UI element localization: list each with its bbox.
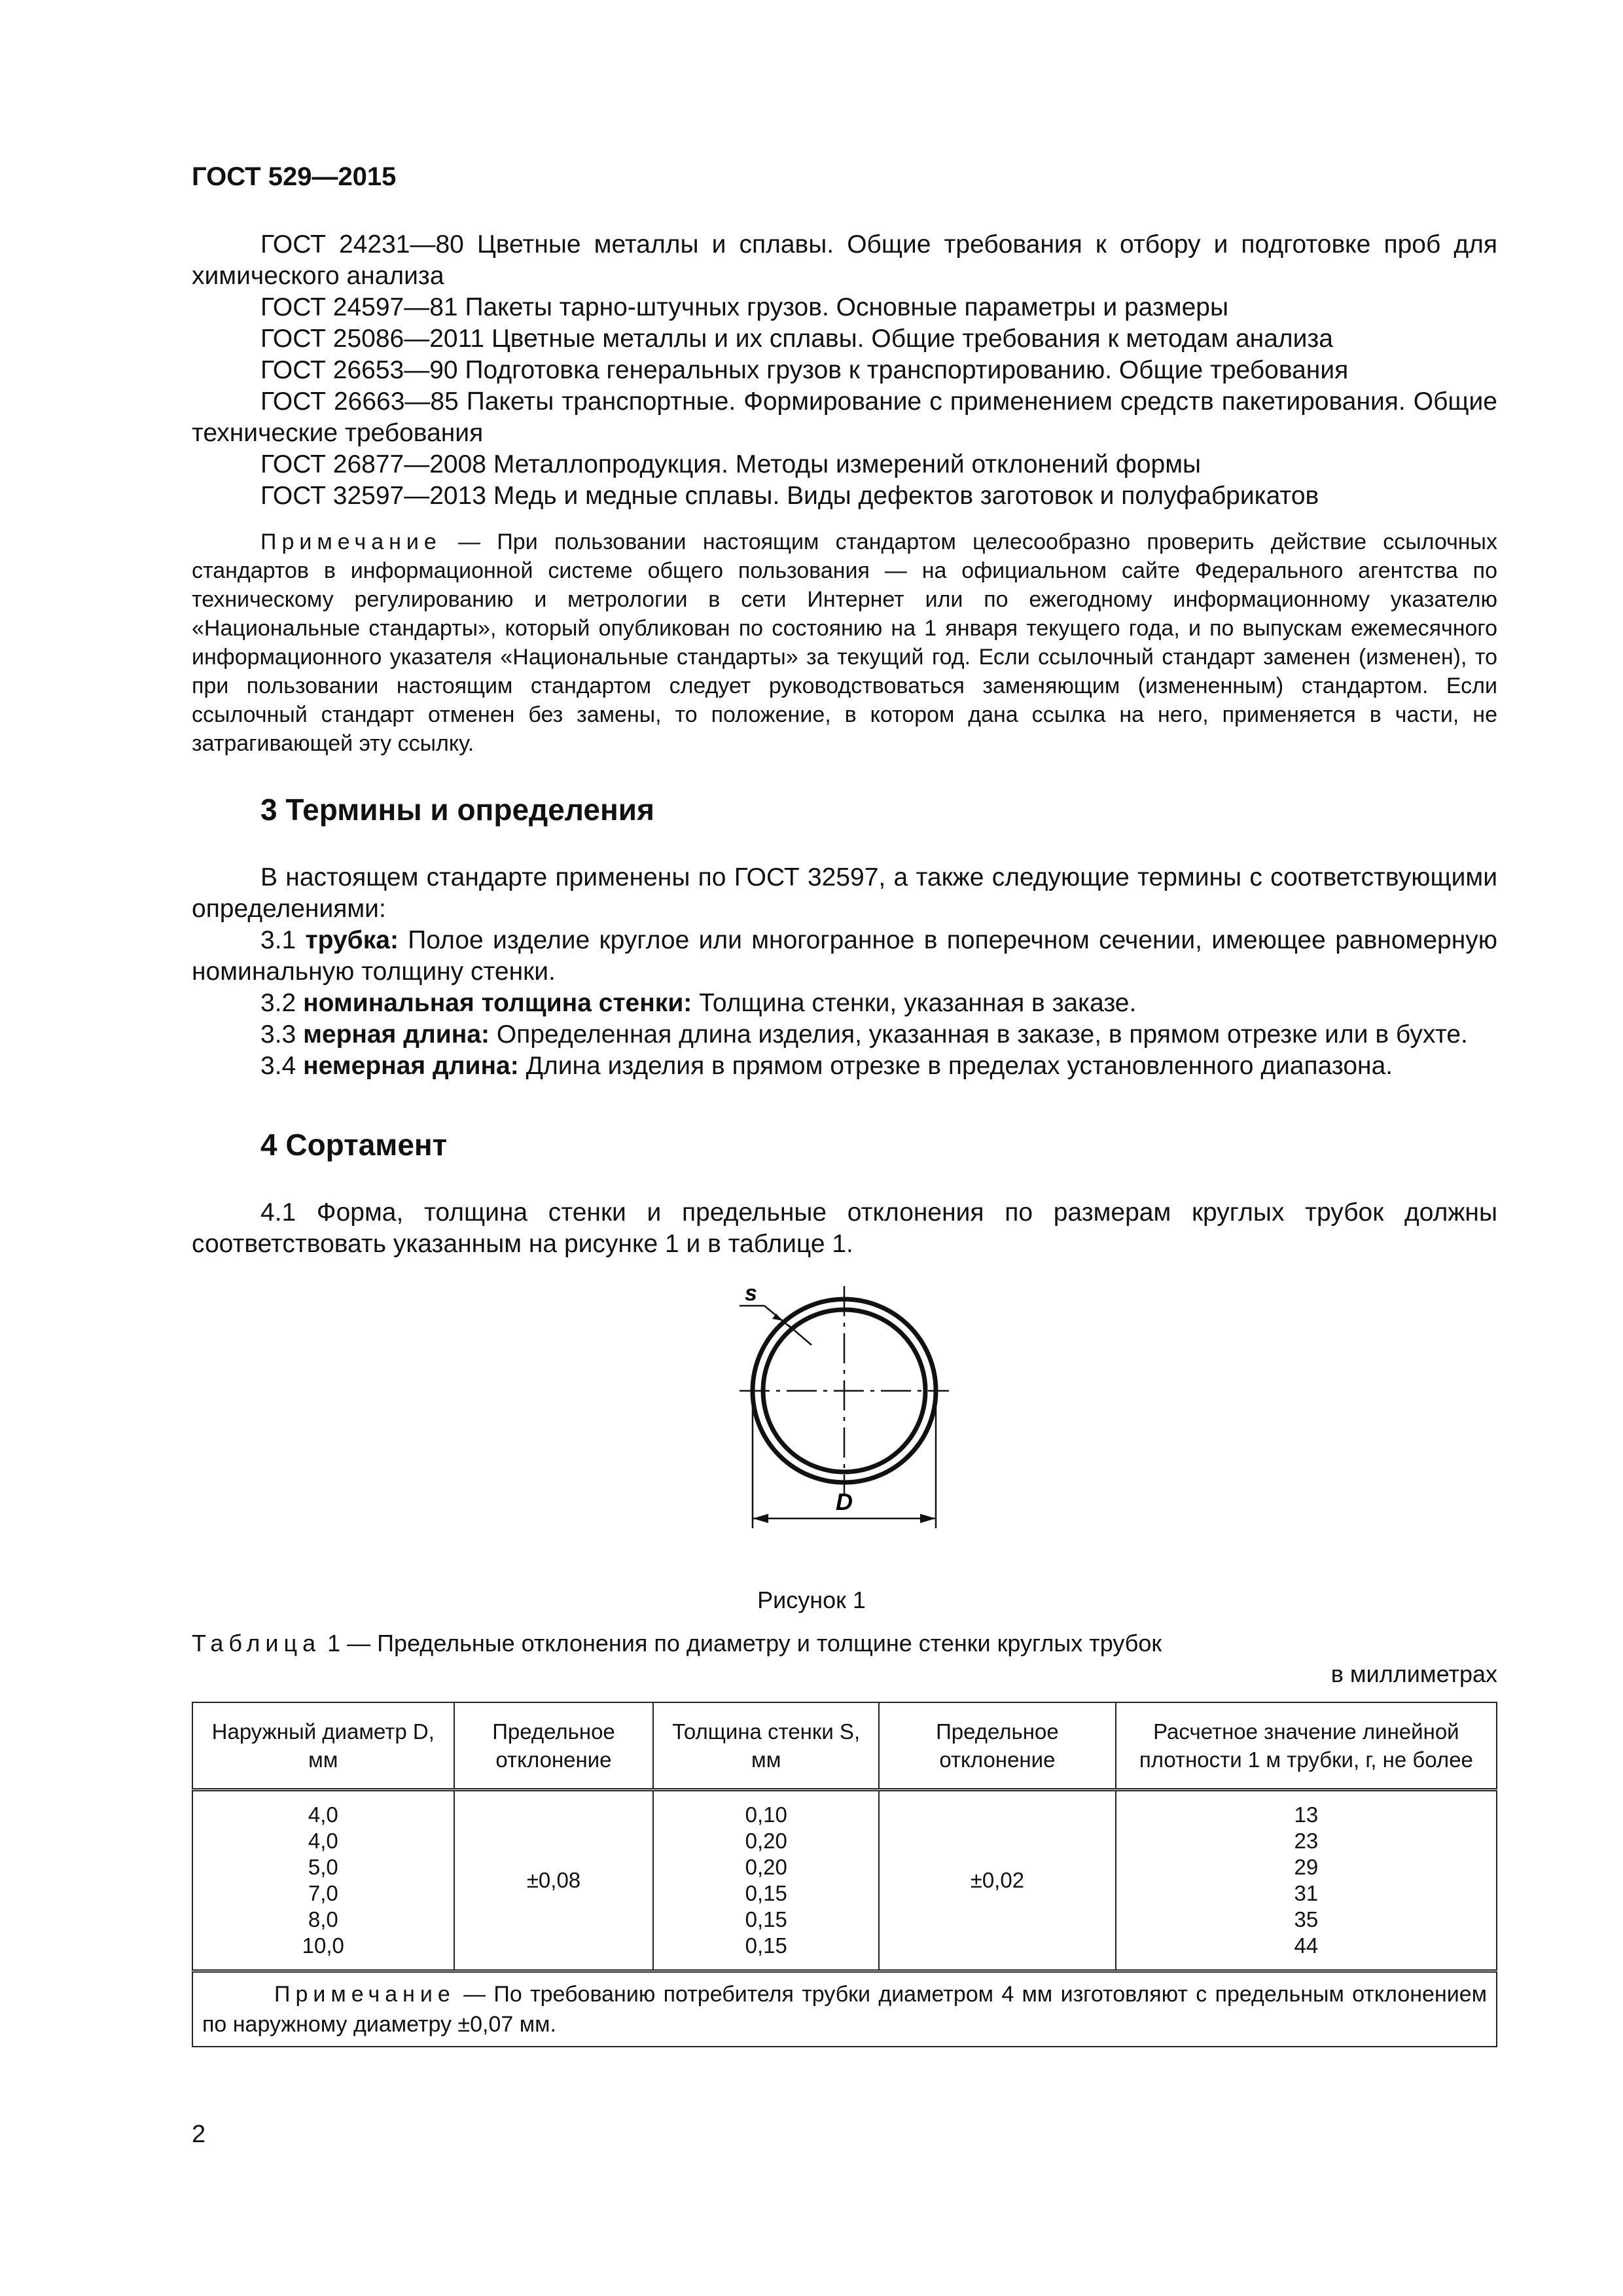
reference-item: ГОСТ 26877—2008 Металлопродукция. Методы измерений отклонений формы	[260, 450, 1202, 478]
table-1	[192, 1702, 1497, 2047]
term-item: 3.2 номинальная толщина стенки: Толщина стенки, указанная в заказе.	[260, 989, 1137, 1017]
note-dash: —	[441, 529, 497, 554]
diameter-tolerance-value: ±0,08	[454, 1790, 654, 1971]
reference-item: ГОСТ 24231—80 Цветные металлы и сплавы. Общие требования к отбору и подготовке проб для химического анализа	[192, 230, 1497, 290]
document-header-code: ГОСТ 529—2015	[192, 162, 397, 191]
header-diameter-tolerance: Предельное отклонение	[454, 1702, 654, 1790]
wall-value: 0,15	[745, 1907, 787, 1931]
diameter-value: 10,0	[302, 1933, 344, 1958]
density-column	[1116, 1790, 1497, 1971]
density-value: 23	[1294, 1829, 1319, 1853]
density-value: 35	[1294, 1907, 1319, 1931]
density-value: 29	[1294, 1855, 1319, 1879]
reference-item: ГОСТ 24597—81 Пакеты тарно-штучных грузов. Основные параметры и размеры	[260, 293, 1228, 321]
header-wall-thickness: Толщина стенки S, мм	[653, 1702, 879, 1790]
section-4-paragraph: 4.1 Форма, толщина стенки и предельные отклонения по размерам круглых трубок должны соответствовать указанным на рисунке 1 и в таблице 1.	[192, 1198, 1497, 1258]
diameter-value: 5,0	[308, 1855, 338, 1879]
section-4-title: 4 Сортамент	[260, 1128, 448, 1162]
table-caption-label: Таблица	[192, 1630, 321, 1657]
table-note-text: — По требованию потребителя трубки диаметром 4 мм изготовляют с предельным отклонением по наружному диаметру ±0,07 мм.	[202, 1982, 1487, 2037]
term-item: 3.1 трубка: Полое изделие круглое или многогранное в поперечном сечении, имеющее равномерную номинальную толщину стенки.	[192, 926, 1497, 986]
wall-value: 0,20	[745, 1829, 787, 1853]
dimension-label-s: s	[745, 1281, 757, 1306]
section-4-body	[192, 1197, 1497, 1260]
dimension-label-d: D	[836, 1488, 853, 1515]
page-number: 2	[192, 2121, 206, 2148]
leader-line-s-inner	[789, 1325, 812, 1345]
references-list	[192, 229, 1497, 512]
wall-value: 0,20	[745, 1855, 787, 1879]
wall-value: 0,15	[745, 1933, 787, 1958]
wall-value: 0,10	[745, 1803, 787, 1827]
wall-column	[653, 1790, 879, 1971]
term-name: мерная длина:	[303, 1020, 490, 1049]
term-name: номинальная толщина стенки:	[303, 989, 692, 1017]
density-value: 31	[1294, 1881, 1319, 1905]
table-caption-text: 1 — Предельные отклонения по диаметру и толщине стенки круглых трубок	[321, 1630, 1162, 1657]
density-value: 13	[1294, 1803, 1319, 1827]
arrowhead-s-icon	[772, 1314, 783, 1321]
wall-tolerance-value: ±0,02	[879, 1790, 1116, 1971]
term-definition: Полое изделие круглое или многогранное в поперечном сечении, имеющее равномерную номинальную толщину стенки.	[192, 926, 1497, 986]
table-note	[192, 1971, 1497, 2047]
diameter-column	[192, 1790, 454, 1971]
table-header-row	[192, 1702, 1497, 1790]
section-3-title: 3 Термины и определения	[260, 793, 654, 827]
header-linear-density: Расчетное значение линейной плотности 1 м трубки, г, не более	[1116, 1702, 1497, 1790]
table-1-units: в миллиметрах	[1330, 1660, 1497, 1687]
arrowhead-right-icon	[920, 1514, 936, 1523]
term-definition: Определенная длина изделия, указанная в заказе, в прямом отрезке или в бухте.	[490, 1020, 1468, 1049]
reference-item: ГОСТ 26653—90 Подготовка генеральных грузов к транспортированию. Общие требования	[260, 356, 1349, 384]
references-note	[192, 528, 1497, 758]
term-item: 3.4 немерная длина: Длина изделия в прямом отрезке в пределах установленного диапазона.	[260, 1052, 1393, 1080]
table-1-caption	[192, 1630, 1162, 1657]
diameter-value: 8,0	[308, 1907, 338, 1931]
term-name: немерная длина:	[303, 1052, 519, 1080]
note-label: Примечание	[260, 529, 442, 554]
term-name: трубка:	[305, 926, 399, 954]
table-note-label: Примечание	[274, 1982, 455, 2007]
term-item: 3.3 мерная длина: Определенная длина изделия, указанная в заказе, в прямом отрезке или в бухте.	[260, 1020, 1468, 1049]
wall-value: 0,15	[745, 1881, 787, 1905]
figure-1-tube-cross-section	[713, 1280, 975, 1541]
figure-1-caption: Рисунок 1	[757, 1587, 866, 1613]
note-text: При пользовании настоящим стандартом целесообразно проверить действие ссылочных стандартов в информационной системе общего пользования — на официальном сайте Федерального агентства по техническому регулированию и метрологии в сети Интернет или по ежегодному информационному указателю «Национальные стандарты», который опубликован по состоянию на 1 января текущего года, и по выпускам ежемесячного информационного указателя «Национальные стандарты» за текущий год. Если ссылочный стандарт заменен (изменен), то при пользовании настоящим стандартом следует руководствоваться заменяющим (измененным) стандартом. Если ссылочный стандарт отменен без замены, то положение, в котором дана ссылка на него, применяется в части, не затрагивающей эту ссылку.	[192, 529, 1497, 756]
diameter-value: 4,0	[308, 1803, 338, 1827]
reference-item: ГОСТ 25086—2011 Цветные металлы и их сплавы. Общие требования к методам анализа	[260, 325, 1333, 353]
section-3-intro: В настоящем стандарте применены по ГОСТ 32597, а также следующие термины с соответствующими определениями:	[192, 863, 1497, 923]
header-outer-diameter: Наружный диаметр D, мм	[192, 1702, 454, 1790]
diameter-value: 4,0	[308, 1829, 338, 1853]
table-data-row	[192, 1790, 1497, 1971]
term-definition: Толщина стенки, указанная в заказе.	[692, 989, 1137, 1017]
header-wall-tolerance: Предельное отклонение	[879, 1702, 1116, 1790]
term-definition: Длина изделия в прямом отрезке в пределах установленного диапазона.	[518, 1052, 1393, 1080]
section-3-body	[192, 862, 1497, 1082]
density-value: 44	[1294, 1933, 1319, 1958]
diameter-value: 7,0	[308, 1881, 338, 1905]
arrowhead-left-icon	[753, 1514, 768, 1523]
table-note-row	[192, 1971, 1497, 2047]
reference-item: ГОСТ 32597—2013 Медь и медные сплавы. Виды дефектов заготовок и полуфабрикатов	[260, 482, 1319, 510]
reference-item: ГОСТ 26663—85 Пакеты транспортные. Формирование с применением средств пакетирования. Общие технические требования	[192, 387, 1497, 447]
